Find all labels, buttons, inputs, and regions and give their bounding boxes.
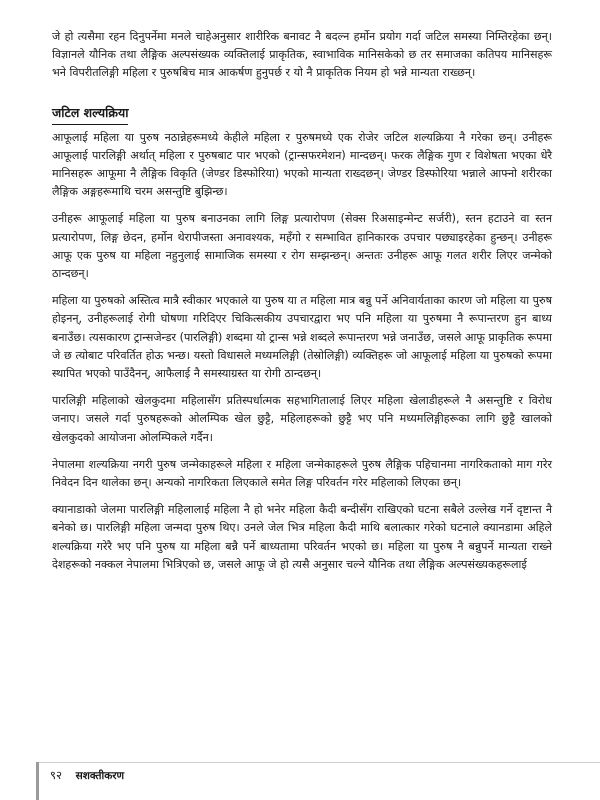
footer-text bbox=[50, 768, 134, 783]
footer-divider bbox=[36, 762, 600, 763]
body-paragraph-4: पारलिङ्गी महिलाको खेलकुदमा महिलासँग प्रतिस्पर्धात्मक सहभागितालाई लिएर महिला खेलाडीहरूले नै असन्तुष्टि र विरोध जनाए। जसले गर्दा पुरुषहरूको ओलम्पिक खेल छुट्टै, महिलाहरूको छुट्टै भए पनि मध्यमलिङ्गीहरूका लागि छुट्टै खालको खेलकुदको आयोजना ओलम्पिकले गर्दैन। bbox=[52, 394, 552, 444]
footer-accent-bar bbox=[36, 762, 39, 800]
section-heading: जटिल शल्यक्रिया bbox=[52, 104, 128, 125]
footer-section-title: सशक्तीकरण bbox=[75, 770, 125, 782]
body-paragraph-1: आफूलाई महिला या पुरुष नठान्नेहरूमध्ये केहीले महिला र पुरुषमध्ये एक रोजेर जटिल शल्यक्रिया नै गरेका छन्। उनीहरू आफूलाई पारलिङ्गी अर्थात् महिला र पुरुषबाट पार भएको (ट्रान्सफरमेशन) मान्दछन्। फरक लैङ्गिक गुण र विशेषता भएका धेरै मानिसहरू आफूमा नै लैङ्गिक विकृति (जेण्डर डिस्फोरिया) भएको मान्यता राख्दछन्। जेण्डर डिस्फोरिया भन्नाले आफ्नो शरीरका लैङ्गिक अङ्गहरूमाथि चरम असन्तुष्टि बुझिन्छ। bbox=[52, 130, 552, 199]
body-paragraph-2: उनीहरू आफूलाई महिला या पुरुष बनाउनका लागि लिङ्ग प्रत्यारोपण (सेक्स रिअसाइन्मेन्ट सर्जरी), स्तन हटाउने वा स्तन प्रत्यारोपण, लिङ्ग छेदन, हर्मोन थेरापीजस्ता अनावश्यक, महँगो र सम्भावित हानिकारक उपचार पछ्याइरहेका हुन्छन्। उनीहरू आफू एक पुरुष या महिला नहुनुलाई सामाजिक समस्या र रोग सम्झन्छन्। अन्ततः उनीहरू आफू गलत शरीर लिएर जन्मेको ठान्दछन्। bbox=[52, 212, 552, 281]
page-content bbox=[52, 28, 552, 583]
body-paragraph-5: नेपालमा शल्यक्रिया नगरी पुरुष जन्मेकाहरूले महिला र महिला जन्मेकाहरूले पुरुष लैङ्गिक पहिचानमा नागरिकताको माग गरेर निवेदन दिन थालेका छन्। अन्यको नागरिकता लिएकाले समेत लिङ्ग परिवर्तन गरेर महिलाको लिएका छन्। bbox=[52, 457, 552, 490]
page-footer bbox=[0, 758, 600, 800]
page-number: ९२ bbox=[50, 768, 62, 782]
body-paragraph-3: महिला या पुरुषको अस्तित्व मात्रै स्वीकार भएकाले या पुरुष या त महिला मात्र बन्नु पर्ने अनिवार्यताका कारण जो महिला या पुरुष होइनन्, उनीहरूलाई रोगी घोषणा गरिदिएर चिकित्सकीय उपचारद्वारा भए पनि महिला या पुरुषमा नै रूपान्तरण हुन बाध्य बनाउँछ। त्यसकारण ट्रान्सजेन्डर (पारलिङ्गी) शब्दमा यो ट्रान्स भन्ने शब्दले रूपान्तरण भन्ने जनाउँछ, जसले आफू प्राकृतिक रूपमा जे छ त्योबाट परिवर्तित होऊ भन्छ। यस्तो विधासले मध्यमलिङ्गी (तेस्रोलिङ्गी) व्यक्तिहरू जो आफूलाई महिला या पुरुषको रूपमा स्थापित भएको पाउँदैनन्, आफैलाई नै समस्याग्रस्त या रोगी ठान्दछन्। bbox=[52, 294, 552, 381]
intro-paragraph: जे हो त्यसैमा रहन दिनुपर्नेमा मनले चाहेअनुसार शारीरिक बनावट नै बदल्न हर्मोन प्रयोग गर्दा जटिल समस्या निम्तिरहेका छन्। विज्ञानले यौनिक तथा लैङ्गिक अल्पसंख्यक व्यक्तिलाई प्राकृतिक, स्वाभाविक मानिसकेको छ तर समाजका कतिपय मानिसहरू भने विपरीतलिङ्गी महिला र पुरुषबिच मात्र आकर्षण हुनुपर्छ र यो नै प्राकृतिक नियम हो भन्ने मान्यता राख्छन्। bbox=[52, 30, 552, 80]
body-paragraph-6: क्यानाडाको जेलमा पारलिङ्गी महिलालाई महिला नै हो भनेर महिला कैदी बन्दीसँग राखिएको घटना सबैले उल्लेख गर्ने दृष्टान्त नै बनेको छ। पारलिङ्गी महिला जन्मदा पुरुष थिए। उनले जेल भित्र महिला कैदी माथि बलात्कार गरेको घटनाले क्यानडामा अहिले शल्यक्रिया गरेरै भए पनि पुरुष या महिला बन्नै पर्ने बाध्यतामा परिवर्तन भएको छ। महिला या पुरुष नै बन्नुपर्ने मान्यता राख्ने देशहरूको नक्कल नेपालमा भित्रिएको छ, जसले आफू जे हो त्यसै अनुसार चल्ने यौनिक तथा लैङ्गिक अल्पसंख्यकहरूलाई bbox=[52, 503, 552, 571]
